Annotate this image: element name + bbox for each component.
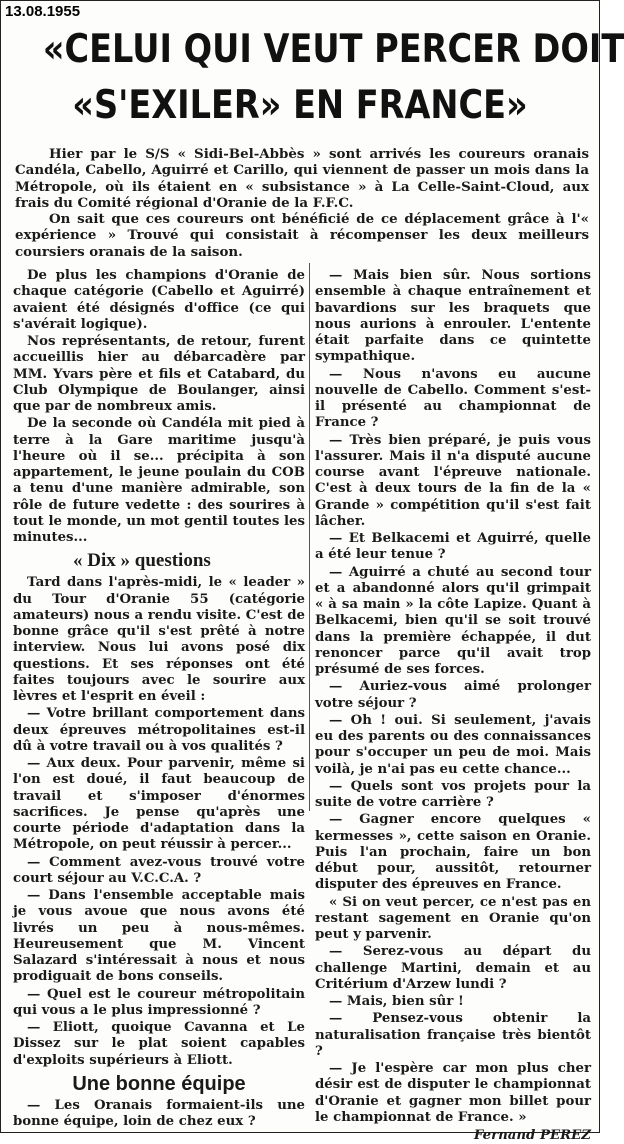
subheading-bonne-equipe: Une bonne équipe bbox=[72, 1072, 246, 1095]
subheading-dix-questions: « Dix » questions bbox=[73, 550, 211, 572]
article-paragraph: — Je l'espère car mon plus cher désir est de disputer le championnat d'Oranie et gagner mon billet pour le championnat de France. » bbox=[315, 1061, 591, 1125]
author-signature: Fernand PEREZ bbox=[473, 1128, 591, 1143]
article-paragraph: — Quel est le coureur métropolitain qui vous a le plus impressionné ? bbox=[13, 986, 305, 1018]
headline-line-1: «CELUI QUI VEUT PERCER DOIT bbox=[42, 27, 624, 72]
left-column bbox=[13, 268, 305, 1131]
article-paragraph: — Pensez-vous obtenir la naturalisation française très bientôt ? bbox=[315, 1011, 591, 1059]
article-paragraph: De plus les champions d'Oranie de chaque catégorie (Cabello et Aguirré) avaient été désignés d'office (ce qui s'avérait logique). bbox=[13, 268, 305, 332]
article-paragraph: — Dans l'ensemble acceptable mais je vous avoue que nous avons été livrés un peu à nous-mêmes. Heureusement que M. Vincent Salazard s'intéressait à nous et nous prodiguait de bons conseils. bbox=[13, 888, 305, 985]
article-paragraph: — Mais bien sûr. Nous sortions ensemble à chaque entraînement et bavardions sur les braquets que nous aurions à enrouler. L'entente était parfaite dans ce quintette sympathique. bbox=[315, 268, 591, 365]
intro-paragraph: On sait que ces coureurs ont bénéficié de ce déplacement grâce à l'« expérience » Trouvé qui consistait à récompenser les deux meilleurs coursiers oranais de la saison. bbox=[15, 211, 589, 260]
article-paragraph: — Auriez-vous aimé prolonger votre séjour ? bbox=[315, 679, 591, 711]
article-paragraph: — Oh ! oui. Si seulement, j'avais eu des parents ou des connaissances pour s'occuper un peu de moi. Mais voilà, je n'ai pas eu cette chance... bbox=[315, 712, 591, 777]
article-paragraph: — Nous n'avons eu aucune nouvelle de Cabello. Comment s'est-il présenté au championnat de France ? bbox=[315, 366, 591, 431]
article-paragraph: — Et Belkacemi et Aguirré, quelle a été leur tenue ? bbox=[315, 531, 591, 563]
article-paragraph: — Mais, bien sûr ! bbox=[329, 994, 464, 1009]
article-paragraph: Nos représentants, de retour, furent accueillis hier au débarcadère par MM. Yvars père et fils et Catabard, du Club Olympique de Boulanger, ainsi que par de nombreux amis. bbox=[13, 334, 305, 414]
article-paragraph: — Quels sont vos projets pour la suite de votre carrière ? bbox=[315, 778, 591, 810]
clipping-date: 13.08.1955 bbox=[5, 3, 81, 20]
article-paragraph: — Aguirré a chuté au second tour et a abandonné alors qu'il grimpait « à sa main » la côte Lapize. Quant à Belkacemi, bien qu'il se soit trouvé dans la première échappée, il dut renoncer parce qu'il avait trop présumé de ses forces. bbox=[315, 564, 591, 677]
intro-text bbox=[15, 146, 589, 260]
article-paragraph: — Serez-vous au départ du challenge Martini, demain et au Critérium d'Arzew lundi ? bbox=[315, 944, 591, 992]
article-paragraph: — Aux deux. Pour parvenir, même si l'on est doué, il faut beaucoup de travail et s'imposer d'énormes sacrifices. Je pense qu'après une courte période d'adaptation dans la Métropole, on peut réussir à percer... bbox=[13, 756, 305, 853]
article-paragraph: « Si on veut percer, ce n'est pas en restant sagement en Oranie qu'on peut y parvenir. bbox=[315, 894, 591, 942]
article-paragraph: — Eliott, quoique Cavanna et Le Dissez sur le plat soient capables d'exploits supérieurs à Eliott. bbox=[13, 1020, 305, 1068]
article-paragraph: — Très bien préparé, je puis vous l'assurer. Mais il n'a disputé aucune course avant l'épreuve nationale. C'est à deux tours de la fin de la « Grande » compétition qu'il s'est fait lâcher. bbox=[315, 432, 591, 529]
right-column bbox=[315, 268, 591, 1144]
article-paragraph: Tard dans l'après-midi, le « leader » du Tour d'Oranie 55 (catégorie amateurs) nous a rendu visite. C'est de bonne grâce qu'il s'est prêté à notre interview. Nous lui avons posé dix questions. Et ses réponses ont été faites toujours avec le sourire aux lèvres et l'esprit en éveil : bbox=[13, 575, 305, 704]
headline-line-2: «S'EXILER» EN FRANCE» bbox=[72, 83, 528, 128]
article-paragraph: — Les Oranais formaient-ils une bonne équipe, loin de chez eux ? bbox=[13, 1097, 305, 1129]
article-paragraph: De la seconde où Candéla mit pied à terre à la Gare maritime jusqu'à l'heure où il se... précipita à son appartement, le jeune poulain du COB a tenu d'une manière admirable, son rôle de future vedette : des sourires à tout le monde, un mot gentil toutes les minutes... bbox=[13, 416, 305, 545]
article-paragraph: — Votre brillant comportement dans deux épreuves métropolitaines est-il dû à votre travail ou à vos qualités ? bbox=[13, 706, 305, 754]
intro-paragraph: Hier par le S/S « Sidi-Bel-Abbès » sont arrivés les coureurs oranais Candéla, Cabello, Aguirré et Carillo, qui viennent de passer un mois dans la Métropole, où ils étaient en « subsistance » à La Celle-Saint-Cloud, aux frais du Comité régional d'Oranie de la F.F.C. bbox=[15, 146, 589, 211]
article-paragraph: — Comment avez-vous trouvé votre court séjour au V.C.C.A. ? bbox=[13, 854, 305, 886]
article-paragraph: — Gagner encore quelques « kermesses », cette saison en Oranie. Puis l'an prochain, faire un bon début pour, aussitôt, retourner disputer des épreuves en France. bbox=[315, 812, 591, 893]
column-divider bbox=[309, 263, 310, 811]
